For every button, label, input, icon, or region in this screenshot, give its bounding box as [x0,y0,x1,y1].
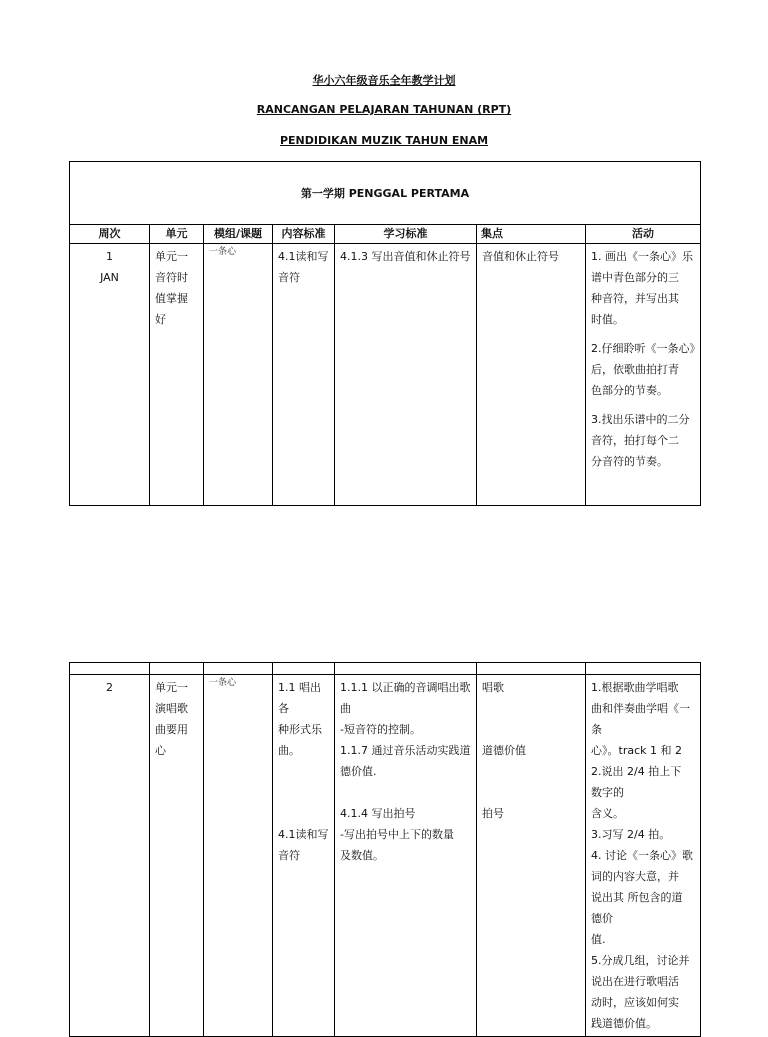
header-focus: 集点 [477,225,586,244]
week-cell: 1 JAN [70,244,150,506]
plan-title-malay: RANCANGAN PELAJARAN TAHUNAN (RPT) [256,103,512,116]
activities-cell [586,244,701,506]
activity-item: 1. 画出《一条心》乐 谱中青色部分的三 种音符，并写出其 时值。 [591,250,693,326]
learning-standard-cell: 4.1.3 写出音值和休止符号 [335,244,477,506]
content-standard-cell: 1.1 唱出各 种形式乐 曲。 4.1读和写 音符 [273,675,335,1037]
activities-cell: 1.根据歌曲学唱歌 曲和伴奏曲学唱《一 条 心》。track 1 和 2 2.说出 2/4 拍上下 数字的 含义。 3.习写 2/4 拍。 4. 讨论《一条心》歌 词的内容大意，并 说出其 所包含的道 德价 值. 5.分成几组，讨论并 说出在进行歌唱活 动时，应该如何实 践道德价值。 [586,675,701,1037]
unit-cell: 单元一 音符时 值掌握 好 [150,244,204,506]
blank-header-row [70,663,701,675]
table-row [70,244,701,506]
table-row [70,675,701,1037]
content-standard-cell: 4.1读和写 音符 [273,244,335,506]
header-activities: 活动 [586,225,701,244]
focus-cell: 音值和休止符号 [477,244,586,506]
module-cell: 一条心 [204,244,273,506]
term-label: 第一学期 PENGGAL PERTAMA [70,162,701,225]
header-content-standard: 内容标准 [273,225,335,244]
module-cell: 一条心 [204,675,273,1037]
table-header-row [70,225,701,244]
header-week: 周次 [70,225,150,244]
learning-standard-cell: 1.1.1 以正确的音调唱出歌 曲 -短音符的控制。 1.1.7 通过音乐活动实践道 德价值. 4.1.4 写出拍号 -写出拍号中上下的数量 及数值。 [335,675,477,1037]
header-unit: 单元 [150,225,204,244]
header-module: 模组/课题 [204,225,273,244]
plan-table-continued [69,662,701,1037]
week-cell: 2 [70,675,150,1037]
focus-cell: 唱歌 道德价值 拍号 [477,675,586,1037]
header-learning-standard: 学习标准 [335,225,477,244]
activity-item: 2.仔细聆听《一条心》 后，依歌曲拍打青 色部分的节奏。 [591,342,701,397]
plan-subtitle: PENDIDIKAN MUZIK TAHUN ENAM [279,134,489,147]
plan-table-term1 [69,161,701,506]
plan-title-chinese: 华小六年级音乐全年教学计划 [312,74,456,87]
activity-item: 3.找出乐谱中的二分 音符，拍打每个二 分音符的节奏。 [591,413,690,468]
unit-cell: 单元一 演唱歌 曲要用 心 [150,675,204,1037]
